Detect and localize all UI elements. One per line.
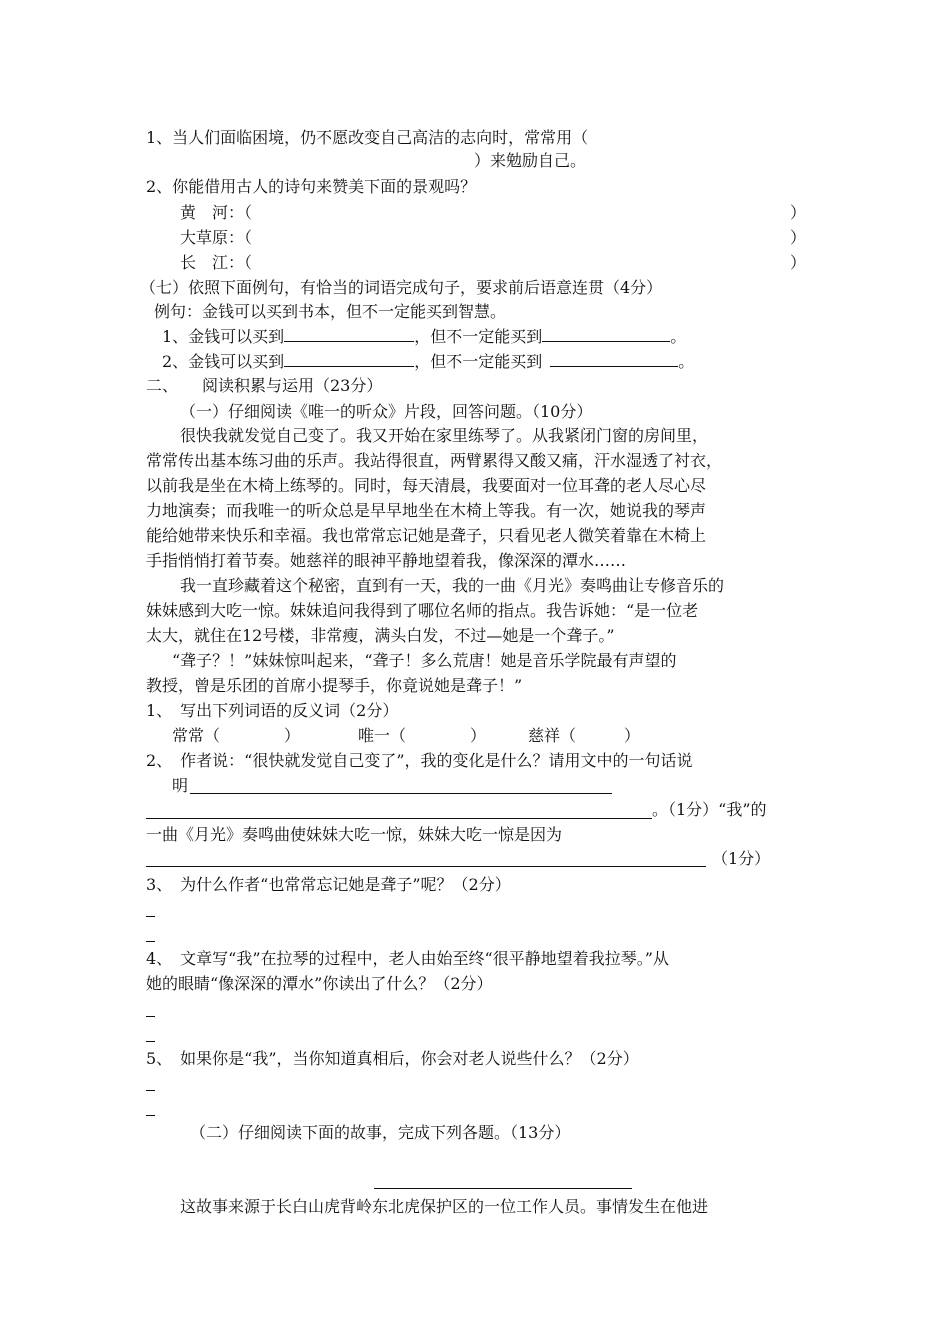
- antonym-item-3: 慈祥（ ）: [528, 726, 641, 745]
- reading-question-2-cont: 明: [172, 776, 189, 795]
- answer-line[interactable]: [146, 1016, 155, 1017]
- fill-1-part-b: ，但不一定能买到: [414, 327, 543, 346]
- story-title-blank[interactable]: [374, 1188, 632, 1189]
- blank-line[interactable]: [284, 325, 414, 342]
- reading-question-5: 5、 如果你是“我”，当你知道真相后，你会对老人说些什么？（2分）: [146, 1049, 639, 1068]
- passage-line: 能给她带来快乐和幸福。我也常常忘记她是聋子，只看见老人微笑着靠在木椅上: [146, 526, 707, 545]
- reading-question-2-score: 。（1分）“我”的: [652, 800, 767, 819]
- blank-line[interactable]: [550, 350, 678, 367]
- reading-question-3: 3、 为什么作者“也常常忘记她是聋子”呢？（2分）: [146, 875, 511, 894]
- answer-line[interactable]: [146, 866, 706, 867]
- passage-line: 手指悄悄打着节奏。她慈祥的眼神平静地望着我，像深深的潭水……: [146, 551, 627, 570]
- passage-line: 力地演奏；而我唯一的听众总是早早地坐在木椅上等我。有一次，她说我的琴声: [146, 501, 707, 520]
- antonym-item-2: 唯一（ ）: [358, 726, 487, 745]
- passage-line: 很快我就发觉自己变了。我又开始在家里练琴了。从我紧闭门窗的房间里，: [180, 426, 709, 445]
- reading-question-2-part-2-score: （1分）: [712, 849, 771, 868]
- passage-line: 教授，曾是乐团的首席小提琴手，你竟说她是聋子！”: [146, 676, 523, 695]
- question-1-line-1: 1、当人们面临困境，仍不愿改变自己高洁的志向时，常常用（: [146, 128, 589, 147]
- paren-yangtze: ）: [790, 253, 807, 272]
- reading-question-4-cont: 她的眼睛“像深深的潭水”你读出了什么？（2分）: [146, 974, 493, 993]
- paren-yellow-river: ）: [790, 203, 807, 222]
- section-2-title: 二、 阅读积累与运用（23分）: [146, 376, 383, 395]
- answer-line[interactable]: [146, 941, 155, 942]
- passage-line: “聋子？！”妹妹惊叫起来，“聋子！多么荒唐！她是音乐学院最有声望的: [172, 651, 677, 670]
- blank-line[interactable]: [284, 350, 414, 367]
- answer-line[interactable]: [146, 818, 652, 819]
- reading-question-2: 2、 作者说：“很快就发觉自己变了”，我的变化是什么？请用文中的一句话说: [146, 751, 693, 770]
- answer-line[interactable]: [146, 1090, 155, 1091]
- reading-question-4: 4、 文章写“我”在拉琴的过程中，老人由始至终“很平静地望着我拉琴。”从: [146, 949, 669, 968]
- passage-line: 妹妹感到大吃一惊。妹妹追问我得到了哪位名师的指点。我告诉她：“是一位老: [146, 601, 699, 620]
- fill-2-part-a: 2、金钱可以买到: [162, 352, 285, 371]
- fill-sentence-1: [162, 325, 686, 349]
- fill-2-part-b: ，但不一定能买到: [414, 352, 543, 371]
- passage-line: 太大，就住在12号楼，非常瘦，满头白发，不过—她是一个聋子。”: [146, 626, 615, 645]
- antonym-item-1: 常常（ ）: [172, 726, 301, 745]
- answer-line[interactable]: [146, 1115, 155, 1116]
- blank-line[interactable]: [542, 325, 670, 342]
- fill-sentence-2: [162, 350, 694, 374]
- answer-line[interactable]: [190, 793, 612, 794]
- paren-grassland: ）: [790, 228, 807, 247]
- label-yellow-river: 黄 河：（: [180, 203, 253, 222]
- question-1-line-2: ）来勉励自己。: [474, 151, 587, 170]
- answer-line[interactable]: [146, 916, 155, 917]
- reading-2-title: （二）仔细阅读下面的故事，完成下列各题。（13分）: [190, 1123, 571, 1142]
- fill-1-part-a: 1、金钱可以买到: [162, 327, 285, 346]
- fill-2-part-c: 。: [678, 352, 695, 371]
- reading-question-2-part-2: 一曲《月光》奏鸣曲使妹妹大吃一惊，妹妹大吃一惊是因为: [146, 825, 563, 844]
- example-sentence: 例句：金钱可以买到书本，但不一定能买到智慧。: [154, 302, 507, 321]
- reading-question-1: 1、 写出下列词语的反义词（2分）: [146, 701, 399, 720]
- reading-1-title: （一）仔细阅读《唯一的听众》片段，回答问题。（10分）: [180, 402, 593, 421]
- answer-line[interactable]: [146, 1041, 155, 1042]
- passage-line: 以前我是坐在木椅上练琴的。同时，每天清晨，我要面对一位耳聋的老人尽心尽: [146, 476, 707, 495]
- label-yangtze: 长 江：（: [180, 253, 253, 272]
- story-line: 这故事来源于长白山虎背岭东北虎保护区的一位工作人员。事情发生在他进: [180, 1197, 709, 1216]
- passage-line: 常常传出基本练习曲的乐声。我站得很直，两臂累得又酸又痛，汗水湿透了衬衣，: [146, 451, 723, 470]
- section-7-title: （七）依照下面例句，有恰当的词语完成句子，要求前后语意连贯（4分）: [140, 278, 663, 297]
- passage-line: 我一直珍藏着这个秘密，直到有一天，我的一曲《月光》奏鸣曲让专修音乐的: [180, 576, 725, 595]
- label-grassland: 大草原：（: [180, 228, 253, 247]
- question-2: 2、你能借用古人的诗句来赞美下面的景观吗？: [146, 177, 477, 196]
- fill-1-part-c: 。: [670, 327, 687, 346]
